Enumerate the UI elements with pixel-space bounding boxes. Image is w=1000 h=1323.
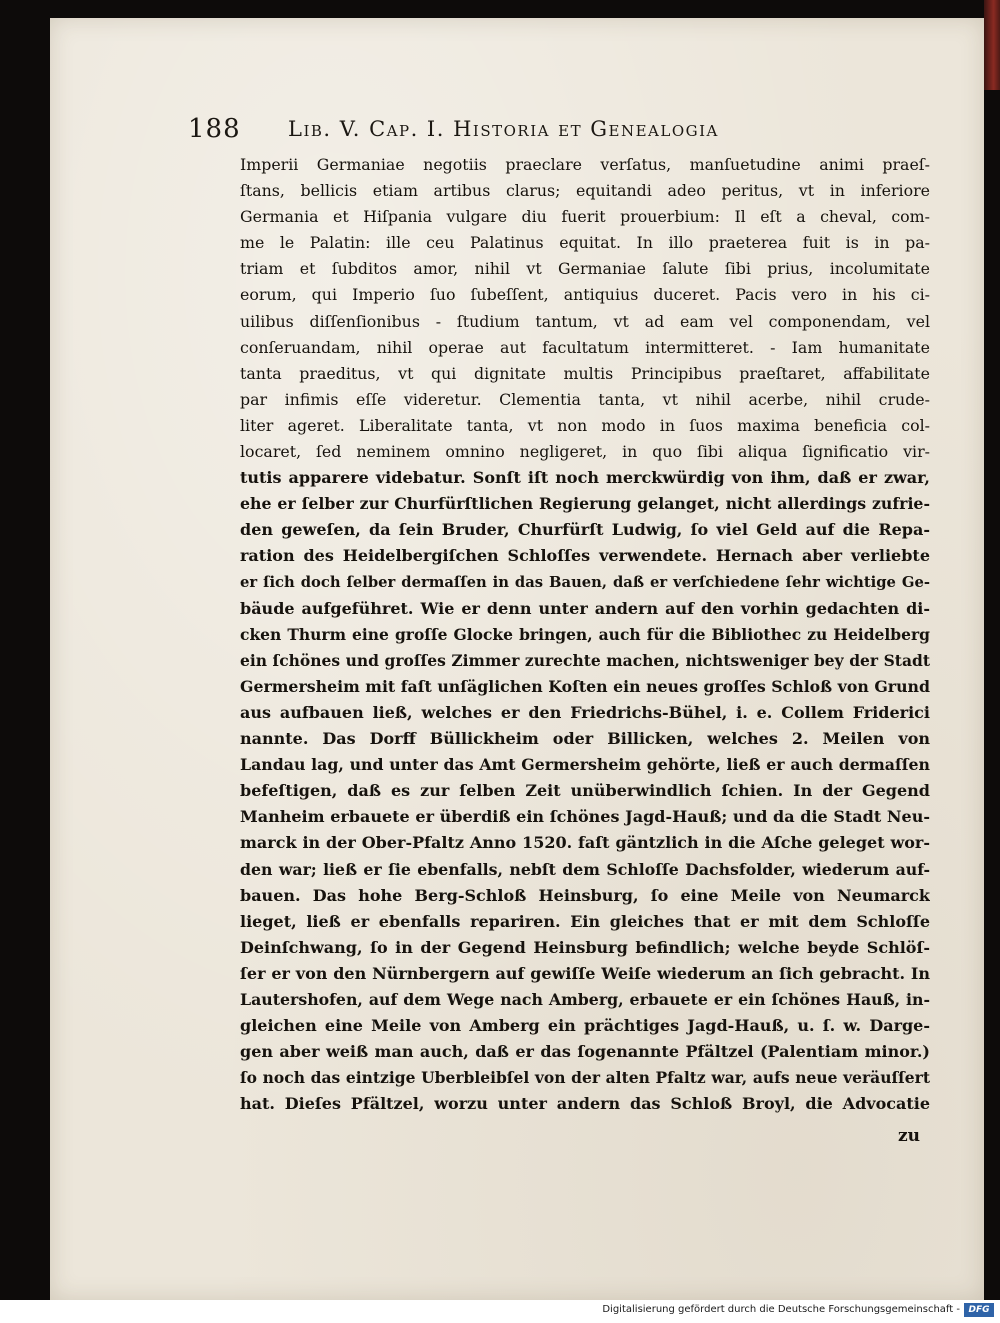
text-line: Deinſchwang, ſo in der Gegend Heinsburg befindlich; welche beyde Schlöſ- [240, 937, 930, 957]
catchword: zu [898, 1126, 921, 1146]
text-line: Landau lag, und unter das Amt Germersheim gehörte, ließ er auch dermaſſen [240, 755, 930, 775]
text-line: bäude aufgeführet. Wie er denn unter andern auf den vorhin gedachten di- [240, 598, 930, 618]
text-line: tanta praeditus, vt qui dignitate multis Principibus praeſtaret, affabilitate [240, 363, 930, 383]
text-line: Lautershofen, auf dem Wege nach Amberg, erbauete er ein ſchönes Hauß, in- [240, 990, 930, 1009]
footer-strip [0, 1300, 1000, 1323]
text-line: lieget, ließ er ebenfalls repariren. Ein gleiches that er mit dem Schloſſe [240, 911, 930, 931]
text-line: den war; ließ er ſie ebenfalls, nebſt dem Schloſſe Dachsfolder, wiederum auf- [240, 859, 930, 879]
text-line: befeſtigen, daß es zur ſelben Zeit unüberwindlich ſchien. In der Gegend [240, 781, 930, 801]
dfg-logo: DFG [964, 1303, 994, 1317]
text-line: eorum, qui Imperio ſuo ſubeſſent, antiquius duceret. Pacis vero in his ci- [240, 285, 930, 305]
text-line: par infimis eſſe videretur. Clementia tanta, vt nihil acerbe, nihil crude- [240, 389, 930, 409]
text-line: Germersheim mit faſt unſäglichen Koſten ein neues groſſes Schloß von Grund [240, 676, 930, 696]
text-line: ſtans, bellicis etiam artibus clarus; equitandi adeo peritus, vt in inferiore [240, 181, 930, 201]
text-line: ſo noch das eintzige Uberbleibſel von der alten Pfaltz war, aufs neue veräuſſert [240, 1068, 930, 1088]
text-line: Manheim erbauete er überdiß ein ſchönes Jagd-Hauß; und da die Stadt Neu- [240, 807, 930, 827]
text-line: gleichen eine Meile von Amberg ein prächtiges Jagd-Hauß, u. ſ. w. Darge- [240, 1016, 930, 1036]
text-line: bauen. Das hohe Berg-Schloß Heinsburg, ſo eine Meile von Neumarck [240, 885, 930, 905]
text-line: hat. Dieſes Pfältzel, worzu unter andern das Schloß Broyl, die Advocatie [240, 1094, 930, 1114]
text-line: locaret, ſed neminem omnino negligeret, in quo ſibi aliqua ſignificatio vir- [240, 442, 930, 462]
text-line: uilibus diſſenſionibus - ſtudium tantum, vt ad eam vel componendam, vel [240, 311, 930, 331]
text-line: er ſich doch ſelber dermaſſen in das Bauen, daß er verſchiedene ſehr wichtige Ge- [240, 573, 930, 591]
text-line: cken Thurm eine groſſe Glocke bringen, auch für die Bibliothec zu Heidelberg [240, 624, 930, 644]
text-line: gen aber weiß man auch, daß er das ſogenannte Pfältzel (Palentiam minor.) [240, 1042, 930, 1062]
text-line: liter ageret. Liberalitate tanta, vt non modo in ſuos maxima beneficia col- [240, 415, 930, 435]
page-header [188, 114, 828, 150]
text-line: den geweſen, da ſein Bruder, Churfürſt Ludwig, ſo viel Geld auf die Repa- [240, 520, 930, 540]
text-line: ehe er ſelber zur Churfürſtlichen Regierung gelanget, nicht allerdings zufrie- [240, 494, 930, 514]
text-line: aus aufbauen ließ, welches er den Friedrichs-Bühel, i. e. Collem Friderici [240, 702, 930, 722]
running-head: Lib. V. Cap. I. Historia et Genealogia [288, 117, 719, 141]
text-line: conſeruandam, nihil operae aut facultatum intermitteret. - Iam humanitate [240, 337, 930, 357]
text-line: nannte. Das Dorff Büllickheim oder Billicken, welches 2. Meilen von [240, 729, 930, 749]
text-line: tutis apparere videbatur. Sonſt iſt noch merckwürdig von ihm, daß er zwar, [240, 468, 930, 488]
book-edge [984, 0, 1000, 90]
text-line: ein ſchönes und groſſes Zimmer zurechte machen, nichtsweniger bey der Stadt [240, 650, 930, 670]
body-text [240, 152, 930, 1117]
text-line: ration des Heidelbergiſchen Schloſſes verwendete. Hernach aber verliebte [240, 546, 930, 566]
text-line: marck in der Ober-Pfaltz Anno 1520. faſt gäntzlich in die Aſche geleget wor- [240, 833, 930, 853]
text-line: Germania et Hiſpania vulgare diu fuerit prouerbium: Il eſt a cheval, com- [240, 207, 930, 227]
text-line: me le Palatin: ille ceu Palatinus equitat. In illo praeterea fuit is in pa- [240, 233, 930, 253]
page-number: 188 [188, 114, 241, 144]
footer-credit: Digitalisierung gefördert durch die Deutsche Forschungsgemeinschaft - [602, 1304, 960, 1315]
text-line: ſer er von den Nürnbergern auf gewiſſe Weiſe wiederum an ſich gebracht. In [240, 963, 930, 983]
text-line: triam et ſubditos amor, nihil vt Germaniae ſalute ſibi prius, incolumitate [240, 259, 930, 279]
text-line: Imperii Germaniae negotiis praeclare verſatus, manſuetudine animi praeſ- [240, 155, 930, 174]
